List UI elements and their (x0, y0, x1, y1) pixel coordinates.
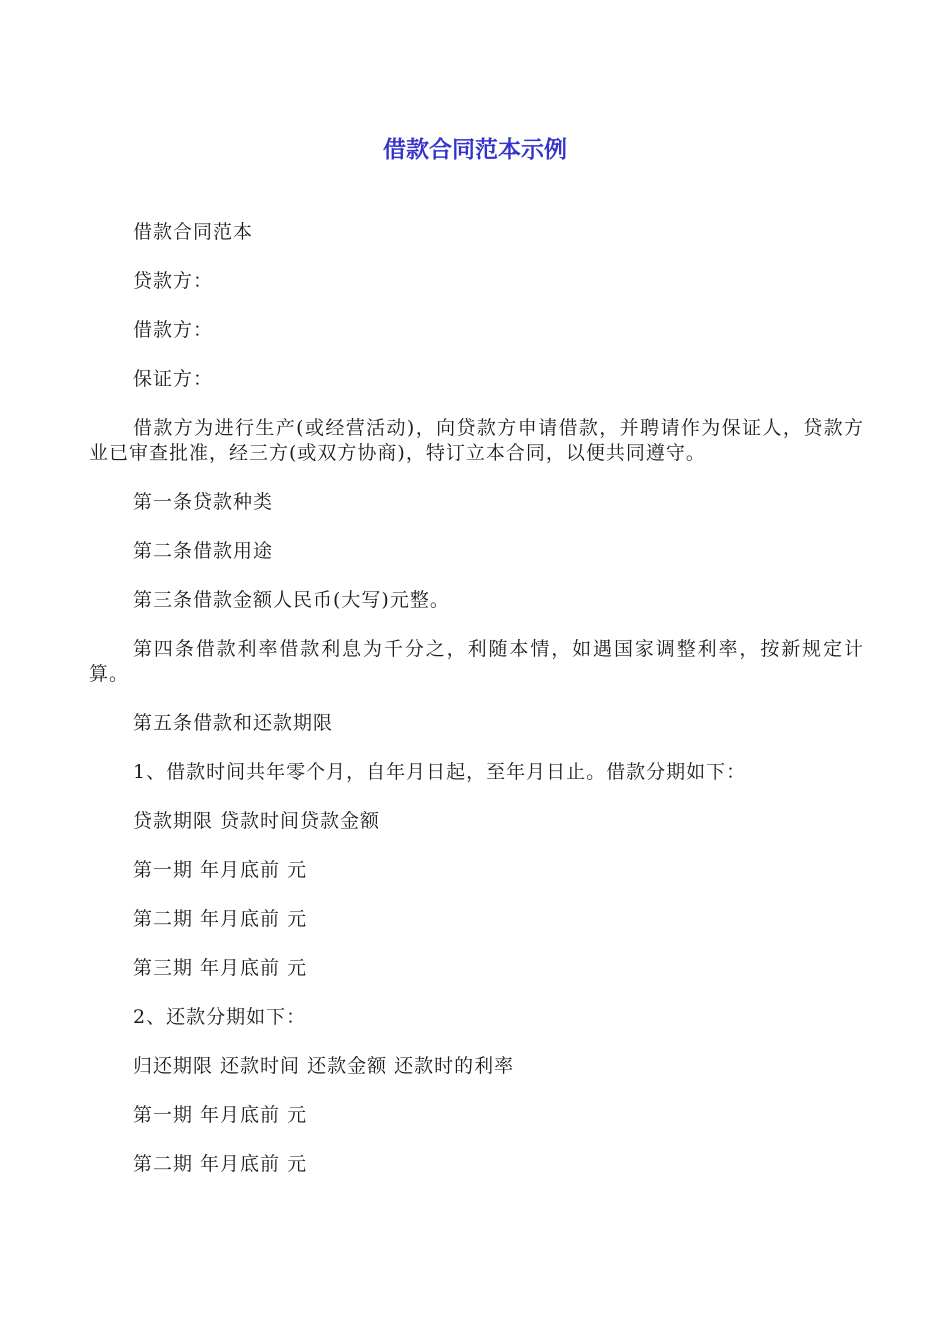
paragraph-loan-schedule-header: 贷款期限 贷款时间贷款金额 (133, 810, 381, 832)
paragraph-preamble: 借款方为进行生产(或经营活动)，向贷款方申请借款，并聘请作为保证人，贷款方业已审查批准，经三方(或双方协商)，特订立本合同，以便共同遵守。 (89, 417, 864, 464)
paragraph-article-4: 第四条借款利率借款利息为千分之，利随本情，如遇国家调整利率，按新规定计算。 (89, 638, 864, 685)
paragraph-repayment-intro: 2、还款分期如下： (133, 1006, 307, 1028)
paragraph-article-5: 第五条借款和还款期限 (133, 712, 334, 734)
paragraph-repayment-period-2: 第二期 年月底前 元 (133, 1153, 308, 1175)
paragraph-repayment-header: 归还期限 还款时间 还款金额 还款时的利率 (133, 1055, 515, 1077)
paragraph-loan-period-3: 第三期 年月底前 元 (133, 957, 308, 979)
document-title: 借款合同范本示例 (383, 137, 567, 163)
paragraph-repayment-period-1: 第一期 年月底前 元 (133, 1104, 308, 1126)
paragraph-article-2: 第二条借款用途 (133, 540, 274, 562)
paragraph-lender: 贷款方： (133, 270, 214, 292)
paragraph-loan-schedule-intro: 1、借款时间共年零个月，自年月日起，至年月日止。借款分期如下： (133, 761, 747, 783)
paragraph-guarantor: 保证方： (133, 368, 214, 390)
paragraph-loan-period-1: 第一期 年月底前 元 (133, 859, 308, 881)
paragraph-contract-heading: 借款合同范本 (133, 221, 254, 243)
paragraph-article-3: 第三条借款金额人民币(大写)元整。 (133, 589, 450, 611)
paragraph-article-1: 第一条贷款种类 (133, 491, 274, 513)
paragraph-loan-period-2: 第二期 年月底前 元 (133, 908, 308, 930)
document-body (89, 220, 864, 1201)
paragraph-borrower: 借款方： (133, 319, 214, 341)
